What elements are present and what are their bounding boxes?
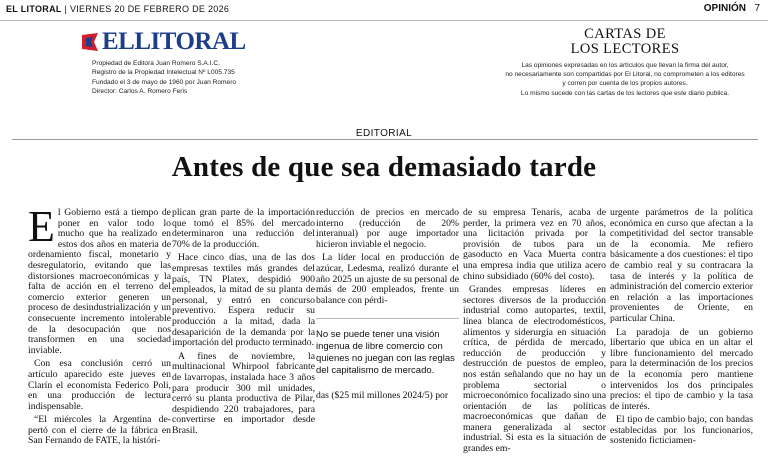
logo (80, 30, 246, 54)
drop-cap: E (28, 202, 55, 251)
article-column-1 (28, 202, 171, 450)
section-name: OPINIÓN (703, 3, 746, 14)
issue-date: VIERNES 20 DE FEBRERO DE 2026 (69, 4, 230, 14)
article-column-4 (463, 208, 606, 458)
article-column-2 (172, 208, 315, 439)
paragraph: plican gran parte de la importación que tomó el 85% del mercado determinaron una reducción del 70% de la producción. (172, 207, 315, 250)
publisher-info: Propiedad de Editora Juan Romero S.A.I.C. Registro de la Propiedad Intelectual Nº L005.735 Fundado el 3 de mayo de 1960 por Juan Romero Director: Carlos A. Romero Feris (92, 60, 237, 96)
paragraph: El tipo de cambio bajo, con bandas establecidas por los funcionarios, sostenido ficticiamen- (610, 414, 753, 447)
article-column-5 (610, 208, 753, 450)
top-bar-left: EL LITORAL | VIERNES 20 DE FEBRERO DE 2026 (6, 4, 230, 14)
headline: Antes de que sea demasiado tarde (171, 151, 597, 183)
pull-quote: No se puede tener una visión ingenua de libre comercio con quienes no juegan con las reglas del capitalismo de mercado. (316, 318, 459, 377)
section-divider (12, 139, 758, 140)
logo-text: ELLITORAL (102, 28, 246, 55)
letters-disclaimer: Las opiniones expresadas en los artículos que llevan la firma del autor, no necesariamente son compartidas por El Litoral, no comprometen a los editores y corren por cuenta de los propios autores. Lo mismo sucede con las cartas de los lectores que este diario publica. (505, 62, 745, 97)
article-column-3 (316, 208, 459, 405)
flag-icon (80, 32, 100, 52)
paragraph: Con esa conclusión cerró un artículo aparecido este jueves en Clarín el economista Federico Poli, en una producción de lectura indispensable. (28, 358, 171, 412)
paragraph: Hace cinco días, una de las dos empresas textiles más grandes del país, TN Platex, despidió 900 empleados, la mitad de su planta de personal, y entró en concurso preventivo. Espera reducir su producción a la mitad, dada la desaparición de la demanda por la importación del producto terminado. (172, 252, 315, 349)
page-number: 7 (754, 3, 760, 14)
paragraph: La paradoja de un gobierno libertario que ubica en un altar el libre funcionamiento del mercado para la determinación de los precios de la economía pero mantiene intervenidos los dos principales precios: el tipo de cambio y la tasa de interés. (610, 326, 753, 412)
letters-title: CARTAS DE LOS LECTORES (570, 26, 680, 57)
paragraph: “El miércoles la Argentina de-pertó con el cierre de la fábrica en San Fernando de FATE, la históri- (28, 414, 171, 447)
paper-name: EL LITORAL (6, 4, 62, 14)
paragraph: El Gobierno está a tiempo de poner en valor todo lo mucho que ha realizado en estos dos años en materia de ordenamiento fiscal, monetario y desregulatorio, evitando que las distorsiones macroeconómicas y la falta de acción en el terreno del comercio exterior generen un proceso de desindustrialización y un consecuente incremento intolerable de la desocupación que nos transformen en una sociedad inviable. (28, 202, 171, 356)
paragraph: reducción de precios en mercado interno (reducción de 20% interanual) por auge importador hicieron inviable el negocio. (316, 207, 459, 250)
paragraph: Grandes empresas líderes en sectores diversos de la producción industrial como autopartes, textil, línea blanca de electrodomésticos, alimentos y siderurgia en situación crítica, de pérdida de mercado, reducción de producción y destrucción de puestos de empleo, nos están señalando que no hay un problema sectorial o microeconómico focalizado sino una orientación de las políticas macroeconómicas que dañan de manera generalizada al sector industrial. Si esta es la situación de grandes em- (463, 284, 606, 455)
paragraph: das ($25 mil millones 2024/5) por (316, 390, 449, 402)
editorial-label: EDITORIAL (355, 128, 413, 139)
paragraph: La líder local en producción de azúcar, Ledesma, realizó durante el año 2025 un ajuste de su personal de más de 200 empleados, frente un balance con pérdi- (316, 252, 459, 306)
paragraph: A fines de noviembre, la multinacional Whirpool fabricante de lavarropas, instalada hace 3 años para producir 300 mil unidades, cerró su planta productiva de Pilar, despidiendo 220 trabajadores, para convertirse en importador desde Brasil. (172, 350, 315, 436)
paragraph: de su empresa Tenaris, acaba de perder, la primera vez en 70 años, una licitación privada por la provisión de tubos para un gasoducto en Vaca Muerta contra una empresa india que utiliza acero chino subsidiado (60% del costo). (463, 207, 606, 282)
paragraph: urgente parámetros de la política económica en curso que afectan a la competitividad del sector transable de la economía. Me refiero básicamente a dos cuestiones: el tipo de cambio real y su contracara la tasa de interés y la política de administración del comercio exterior en relación a las importaciones provenientes de Oriente, en particular China. (610, 207, 753, 324)
